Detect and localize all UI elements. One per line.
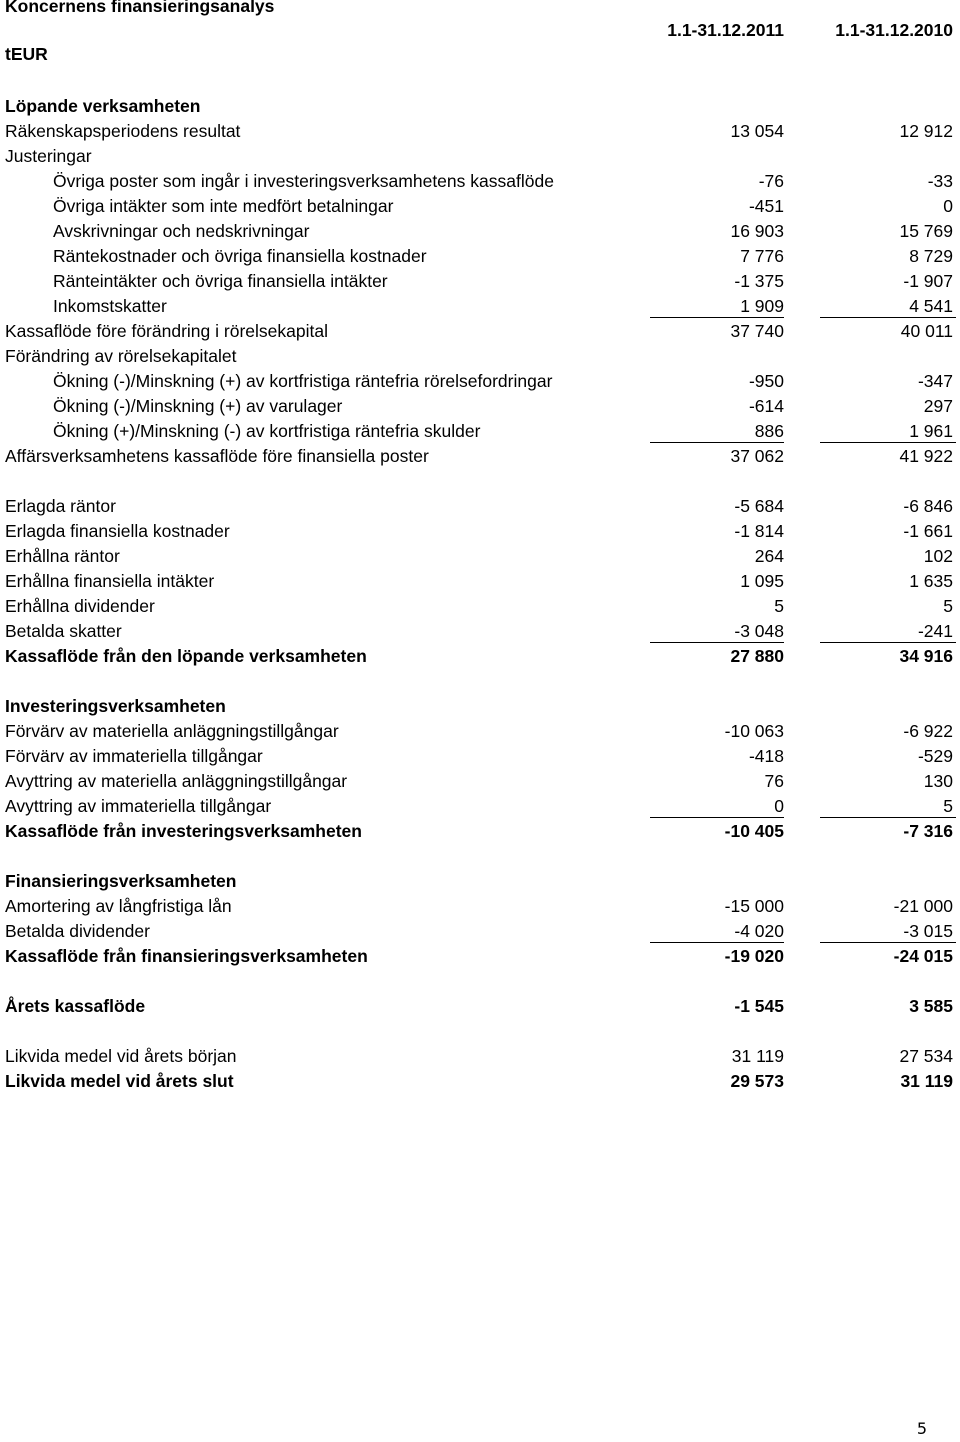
value-2011: 264: [754, 546, 784, 566]
table-row: [0, 444, 960, 469]
table-row: [0, 319, 960, 344]
value-2011: -3 048: [734, 621, 784, 641]
table-row: [0, 919, 960, 944]
value-2010: 31 119: [900, 1071, 953, 1091]
table-row: [0, 119, 960, 144]
row-label: Räkenskapsperiodens resultat: [5, 121, 241, 141]
value-2011: 37 740: [730, 321, 784, 341]
row-label: Finansieringsverksamheten: [5, 871, 237, 891]
value-2010: 41 922: [899, 446, 953, 466]
table-row: [0, 294, 960, 319]
value-2011: -1 814: [734, 521, 784, 541]
value-2010: -529: [917, 746, 953, 766]
value-2010: 5: [943, 796, 953, 816]
value-2011: 16 903: [730, 221, 784, 241]
table-row: [0, 394, 960, 419]
subtotal-rule: [820, 317, 956, 318]
spacer-row: [0, 669, 960, 694]
value-2010: 5: [943, 596, 953, 616]
table-row: [0, 544, 960, 569]
page-title: Koncernens finansieringsanalys: [5, 0, 275, 16]
row-label: Avyttring av materiella anläggningstillgångar: [5, 771, 348, 791]
row-label: Förvärv av materiella anläggningstillgångar: [5, 721, 339, 741]
table-row: [0, 694, 960, 719]
table-row: [0, 744, 960, 769]
value-2011: 1 095: [740, 571, 784, 591]
row-label: Ökning (-)/Minskning (+) av kortfristiga räntefria rörelsefordringar: [53, 371, 553, 391]
subtotal-rule: [820, 642, 956, 643]
row-label: Affärsverksamhetens kassaflöde före finansiella poster: [5, 446, 429, 466]
table-row: [0, 794, 960, 819]
column-header-2010: 1.1-31.12.2010: [835, 20, 953, 40]
subtotal-rule: [820, 942, 956, 943]
table-row: [0, 994, 960, 1019]
table-row: [0, 519, 960, 544]
spacer-row: [0, 1019, 960, 1044]
row-label: Likvida medel vid årets början: [5, 1046, 237, 1066]
page-number: 5: [916, 1419, 927, 1438]
row-label: Betalda skatter: [5, 621, 122, 641]
row-label: Erhållna räntor: [5, 546, 120, 566]
row-label: Investeringsverksamheten: [5, 696, 226, 716]
table-row: [0, 269, 960, 294]
spacer-row: [0, 844, 960, 869]
spacer-row: [0, 469, 960, 494]
row-label: Årets kassaflöde: [5, 996, 146, 1016]
value-2011: -418: [748, 746, 784, 766]
subtotal-rule: [650, 817, 784, 818]
table-row: [0, 344, 960, 369]
value-2011: 0: [774, 796, 784, 816]
value-2011: 31 119: [731, 1046, 784, 1066]
value-2010: 102: [923, 546, 953, 566]
value-2010: 3 585: [909, 996, 953, 1016]
value-2010: -24 015: [893, 946, 953, 966]
column-header-2011: 1.1-31.12.2011: [667, 20, 784, 40]
value-2010: 0: [943, 196, 953, 216]
row-label: Ökning (+)/Minskning (-) av kortfristiga räntefria skulder: [53, 421, 481, 441]
row-label: Erlagda räntor: [5, 496, 116, 516]
subtotal-rule: [650, 942, 784, 943]
table-row: [0, 894, 960, 919]
value-2011: -76: [758, 171, 784, 191]
value-2010: -6 922: [903, 721, 953, 741]
value-2010: 8 729: [909, 246, 953, 266]
row-label: Betalda dividender: [5, 921, 150, 941]
value-2011: -1 375: [734, 271, 784, 291]
table-row: [0, 944, 960, 969]
subtotal-rule: [820, 817, 956, 818]
value-2011: -10 063: [724, 721, 784, 741]
value-2010: -347: [917, 371, 953, 391]
value-2011: 27 880: [730, 646, 784, 666]
row-label: Ränteintäkter och övriga finansiella intäkter: [53, 271, 388, 291]
value-2010: 1 961: [909, 421, 953, 441]
subtotal-rule: [650, 442, 784, 443]
value-2011: 1 909: [740, 296, 784, 316]
value-2011: -1 545: [734, 996, 784, 1016]
table-row: [0, 144, 960, 169]
table-row: [0, 619, 960, 644]
value-2011: 886: [754, 421, 784, 441]
value-2010: 4 541: [909, 296, 953, 316]
value-2011: 29 573: [730, 1071, 784, 1091]
table-row: [0, 594, 960, 619]
table-row: [0, 644, 960, 669]
subtotal-rule: [650, 642, 784, 643]
table-row: [0, 369, 960, 394]
row-label: Erlagda finansiella kostnader: [5, 521, 230, 541]
row-label: Förvärv av immateriella tillgångar: [5, 746, 263, 766]
row-label: Inkomstskatter: [53, 296, 167, 316]
table-row: [0, 94, 960, 119]
value-2010: 130: [923, 771, 953, 791]
row-label: Avyttring av immateriella tillgångar: [5, 796, 272, 816]
value-2011: 13 054: [730, 121, 784, 141]
value-2011: 76: [764, 771, 784, 791]
value-2010: 297: [923, 396, 953, 416]
row-label: Kassaflöde från finansieringsverksamheten: [5, 946, 368, 966]
row-label: Amortering av långfristiga lån: [5, 896, 232, 916]
value-2011: -4 020: [734, 921, 784, 941]
row-label: Erhållna dividender: [5, 596, 155, 616]
spacer-row: [0, 969, 960, 994]
table-row: [0, 194, 960, 219]
value-2011: -614: [748, 396, 784, 416]
row-label: Ökning (-)/Minskning (+) av varulager: [53, 396, 343, 416]
value-2011: -5 684: [734, 496, 784, 516]
row-label: Löpande verksamheten: [5, 96, 201, 116]
table-row: [0, 494, 960, 519]
unit-label: tEUR: [5, 44, 48, 64]
row-label: Kassaflöde före förändring i rörelsekapital: [5, 321, 328, 341]
row-label: Övriga intäkter som inte medfört betalningar: [53, 196, 394, 216]
row-label: Avskrivningar och nedskrivningar: [53, 221, 310, 241]
value-2010: -1 661: [903, 521, 953, 541]
table-row: [0, 219, 960, 244]
value-2010: 27 534: [899, 1046, 953, 1066]
row-label: Erhållna finansiella intäkter: [5, 571, 215, 591]
value-2011: 7 776: [740, 246, 784, 266]
value-2010: 12 912: [899, 121, 953, 141]
row-label: Justeringar: [5, 146, 92, 166]
table-row: [0, 419, 960, 444]
table-row: [0, 569, 960, 594]
table-row: [0, 769, 960, 794]
table-row: [0, 244, 960, 269]
value-2011: -19 020: [724, 946, 784, 966]
value-2010: -21 000: [893, 896, 953, 916]
row-label: Likvida medel vid årets slut: [5, 1071, 234, 1091]
subtotal-rule: [650, 317, 784, 318]
value-2010: -3 015: [903, 921, 953, 941]
value-2011: 37 062: [730, 446, 784, 466]
row-label: Räntekostnader och övriga finansiella kostnader: [53, 246, 427, 266]
value-2010: -33: [927, 171, 953, 191]
value-2010: -241: [917, 621, 953, 641]
value-2010: 34 916: [899, 646, 953, 666]
value-2010: -1 907: [903, 271, 953, 291]
table-row: [0, 869, 960, 894]
table-row: [0, 719, 960, 744]
subtotal-rule: [820, 442, 956, 443]
table-row: [0, 169, 960, 194]
value-2011: -451: [748, 196, 784, 216]
row-label: Kassaflöde från den löpande verksamheten: [5, 646, 367, 666]
value-2010: 1 635: [909, 571, 953, 591]
value-2011: 5: [774, 596, 784, 616]
table-row: [0, 819, 960, 844]
row-label: Förändring av rörelsekapitalet: [5, 346, 237, 366]
table-row: [0, 1044, 960, 1069]
table-row: [0, 1069, 960, 1094]
value-2010: -6 846: [903, 496, 953, 516]
value-2010: 15 769: [899, 221, 953, 241]
row-label: Övriga poster som ingår i investeringsverksamhetens kassaflöde: [53, 171, 554, 191]
row-label: Kassaflöde från investeringsverksamheten: [5, 821, 362, 841]
value-2010: 40 011: [900, 321, 953, 341]
value-2010: -7 316: [903, 821, 953, 841]
value-2011: -950: [748, 371, 784, 391]
value-2011: -10 405: [724, 821, 784, 841]
value-2011: -15 000: [724, 896, 784, 916]
